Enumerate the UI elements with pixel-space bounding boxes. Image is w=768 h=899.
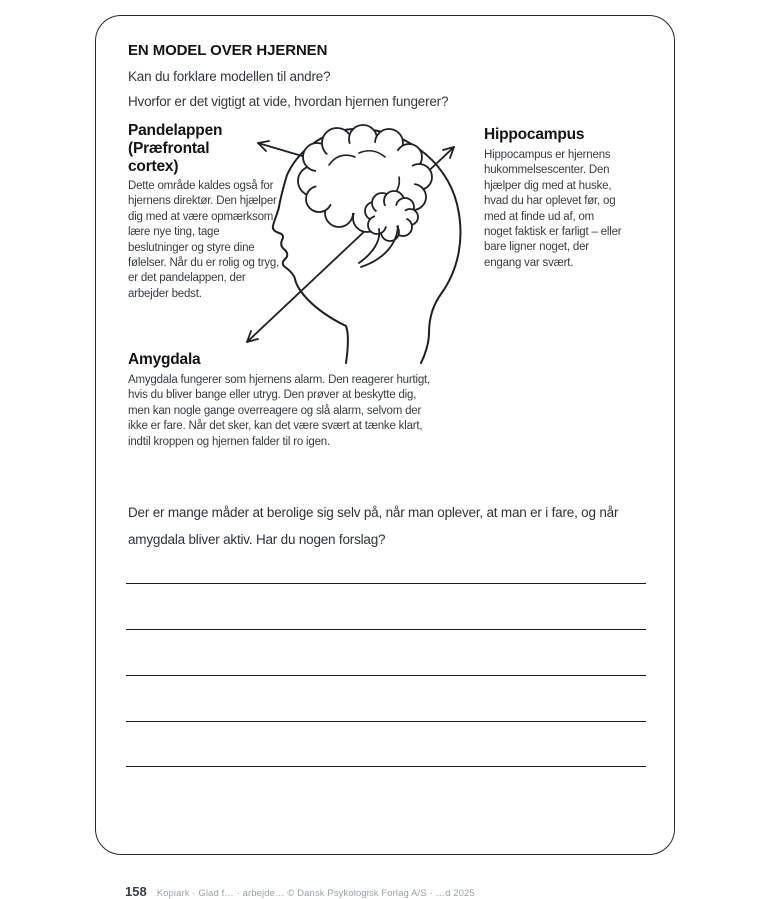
answer-line xyxy=(126,629,646,630)
page-title: EN MODEL OVER HJERNEN xyxy=(128,42,328,59)
question-1: Kan du forklare modellen til andre? xyxy=(128,69,331,84)
page-number: 158 xyxy=(125,884,147,899)
imprint-text: Kopiark · Glad f… · arbejde… © Dansk Psykologisk Forlag A/S · …d 2025 xyxy=(156,888,475,899)
pandelappen-body: Dette område kaldes også for hjernens direktør. Den hjælper dig med at være opmærksom, lære nye ting, tage beslutninger og styre dine følelser. Når du er rolig og tryg, er det pandelappen, der arbejder bedst. xyxy=(128,180,280,300)
brain-diagram xyxy=(241,119,491,369)
hippocampus-body: Hippocampus er hjernens hukommelsescenter. Den hjælper dig med at huske, hvad du har oplevet før, og med at finde ud af, om noget faktisk er farligt – eller bare ligner noget, der engang var svært. xyxy=(484,149,622,269)
reflection-prompt: Der er mange måder at berolige sig selv på, når man oplever, at man er i fare, og når amygdala bliver aktiv. Har du nogen forslag? xyxy=(128,505,619,547)
answer-line xyxy=(126,766,646,767)
answer-line xyxy=(126,721,646,722)
answer-line xyxy=(126,675,646,676)
hippocampus-heading: Hippocampus xyxy=(484,126,585,143)
page-footer xyxy=(125,884,475,899)
question-2: Hvorfor er det vigtigt at vide, hvordan hjernen fungerer? xyxy=(128,94,449,109)
worksheet-card xyxy=(95,15,675,855)
pandelappen-heading: Pandelappen (Præfrontal cortex) xyxy=(128,122,223,175)
amygdala-body: Amygdala fungerer som hjernens alarm. Den reagerer hurtigt, hvis du bliver bange eller utryg. Den prøver at beskytte dig, men kan nogle gange overreagere og slå alarm, selvom der ikke er fare. Når det sker, kan det være svært at tænke klart, indtil kroppen og hjernen falder til ro igen. xyxy=(128,374,431,448)
answer-line xyxy=(126,583,646,584)
amygdala-heading: Amygdala xyxy=(128,351,201,368)
